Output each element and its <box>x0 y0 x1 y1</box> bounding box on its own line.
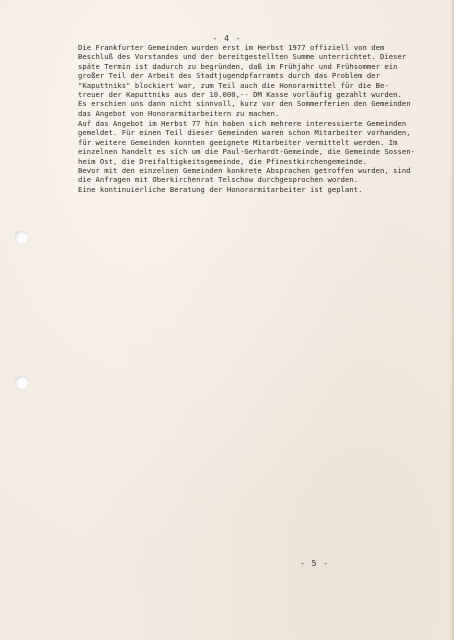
page-number-top: - 4 - <box>212 34 242 43</box>
text-line: gemeldet. Für einen Teil dieser Gemeinden waren schon Mitarbeiter vorhanden, <box>78 128 411 138</box>
punch-hole-bottom <box>15 376 28 389</box>
text-line: für weitere Gemeinden konnten geeignete Mitarbeiter vermittelt werden. Im <box>78 137 398 147</box>
text-line: die Anfragen mit Oberkirchenrat Telschow durchgesprochen worden. <box>78 175 359 185</box>
text-line: das Angebot von Honorarmitarbeitern zu machen. <box>78 108 280 118</box>
text-line: Die Frankfurter Gemeinden wurden erst im Herbst 1977 offiziell von dem <box>78 43 385 52</box>
text-line: treuer der Kaputtniks aus der 10.000,-- DM Kasse vorläufig gezahlt wurden. <box>78 90 402 100</box>
text-line: späte Termin ist dadurch zu begründen, daß im Frühjahr und Frühsommer ein <box>78 61 398 71</box>
page-number-bottom: - 5 - <box>300 559 330 568</box>
text-line: Es erschien uns dann nicht sinnvoll, kurz vor den Sommerferien den Gemeinden <box>78 99 411 109</box>
text-line: Beschluß des Vorstandes und der bereitgestellten Summe unterrichtet. Dieser <box>78 52 407 62</box>
paragraph-1 <box>78 43 414 118</box>
paragraph-2 <box>78 119 414 194</box>
text-line: heim Ost, die Dreifaltigkeitsgemeinde, die Pfinestkirchengemeinde. <box>78 156 367 166</box>
text-line: Eine kontinuierliche Beratung der Honorarmitarbeiter ist geplant. <box>78 184 363 194</box>
text-line: einzelnen handelt es sich um die Paul-Gerhardt-Gemeinde, die Gemeinde Sossen- <box>78 147 416 157</box>
text-line: Auf das Angebot im Herbst 77 hin haben sich mehrere interessierte Gemeinden <box>78 119 407 128</box>
punch-hole-top <box>15 231 28 244</box>
page-edge-shadow <box>450 0 454 640</box>
text-line: großer Teil der Arbeit des Stadtjugendpfarramts durch das Problem der <box>78 71 381 81</box>
text-line: Bevor mit den einzelnen Gemeinden konkrete Absprachen getroffen wurden, sind <box>78 166 411 176</box>
text-line: "Kaputtniks" blockiert war, zum Teil auch die Honorarmittel für die Be- <box>78 80 389 90</box>
